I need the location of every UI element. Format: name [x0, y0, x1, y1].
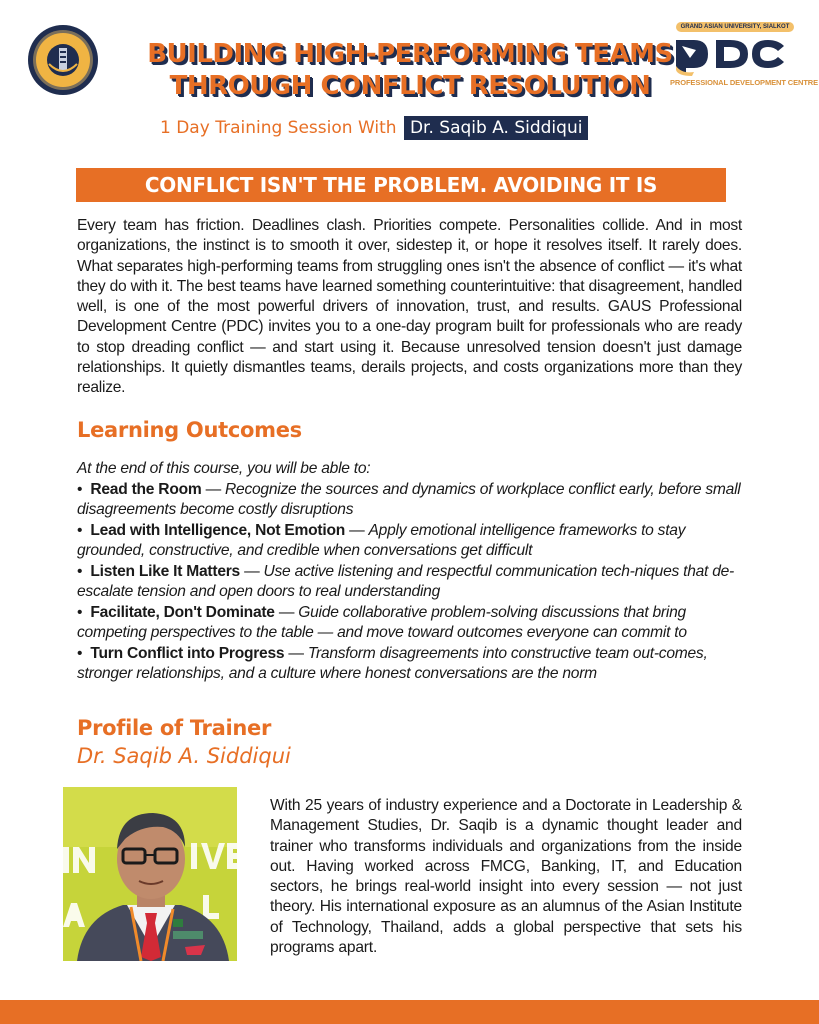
- gaus-seal-logo: [27, 24, 99, 96]
- outcome-desc: Use active listening and respectful communication tech-niques that de-escalate tension and open doors to real understanding: [77, 562, 734, 600]
- trainer-photo: [63, 787, 237, 961]
- learning-outcomes-list: [77, 459, 742, 685]
- outcome-desc: Guide collaborative problem-solving discussions that bring competing perspectives to the table — and move toward outcomes everyone can commit to: [77, 603, 687, 641]
- outcome-item: • Read the Room — Recognize the sources and dynamics of workplace conflict early, before small disagreements become costly disruptions: [77, 480, 741, 518]
- footer-bar: [0, 1000, 819, 1024]
- outcomes-lead: At the end of this course, you will be able to:: [77, 460, 371, 477]
- outcome-desc: Apply emotional intelligence frameworks to stay grounded, constructive, and credible when conversations get difficult: [77, 521, 686, 559]
- pdc-logo-bottom-text: PROFESSIONAL DEVELOPMENT CENTRE: [670, 78, 819, 87]
- outcome-title: Facilitate, Don't Dominate: [90, 603, 275, 621]
- outcome-item: • Listen Like It Matters — Use active listening and respectful communication tech-niques that de-escalate tension and open doors to real understanding: [77, 562, 734, 600]
- outcome-title: Turn Conflict into Progress: [90, 644, 285, 662]
- outcome-item: • Lead with Intelligence, Not Emotion — Apply emotional intelligence frameworks to stay grounded, constructive, and credible when conversations get difficult: [77, 521, 686, 559]
- outcome-title: Listen Like It Matters: [90, 562, 240, 580]
- subtitle-prefix: 1 Day Training Session With: [160, 118, 397, 138]
- headline-banner: CONFLICT ISN'T THE PROBLEM. AVOIDING IT IS: [76, 168, 726, 202]
- pdc-logo: [668, 20, 819, 92]
- trainer-portrait-icon: [63, 787, 237, 961]
- title-line-1: BUILDING HIGH-PERFORMING TEAMS: [147, 39, 673, 69]
- trainer-profile-heading: Profile of Trainer: [77, 716, 272, 740]
- title-line-2: THROUGH CONFLICT RESOLUTION: [169, 71, 651, 101]
- trainer-name: Dr. Saqib A. Siddiqui: [77, 744, 291, 768]
- intro-paragraph: Every team has friction. Deadlines clash. Priorities compete. Personalities collide. And in most organizations, the instinct is to smooth it over, sidestep it, or hope it resolves itself. It rarely does. What separates high-performing teams from struggling ones isn't the absence of conflict — it's what they do with it. The best teams have learned something counterintuitive: that disagreement, handled well, is one of the most powerful drivers of innovation, trust, and results. GAUS Professional Development Centre (PDC) invites you to a one-day program built for professionals who are ready to stop dreading conflict — and start using it. Because unresolved tension doesn't just damage relationships. It quietly dismantles teams, derails projects, and costs organizations more than they realize.: [77, 217, 742, 397]
- learning-outcomes-heading: Learning Outcomes: [77, 418, 302, 442]
- outcome-item: • Facilitate, Don't Dominate — Guide collaborative problem-solving discussions that bring competing perspectives to the table — and move toward outcomes everyone can commit to: [77, 603, 687, 641]
- outcome-title: Lead with Intelligence, Not Emotion: [90, 521, 345, 539]
- outcome-desc: Transform disagreements into constructive team out-comes, stronger relationships, and a culture where honest conversations are the norm: [77, 644, 708, 682]
- subtitle: [160, 116, 588, 140]
- outcome-title: Read the Room: [90, 480, 202, 498]
- seal-emblem-icon: [27, 24, 99, 96]
- pdc-letters-icon: [672, 32, 788, 76]
- trainer-bio: With 25 years of industry experience and a Doctorate in Leadership & Management Studies, Dr. Saqib is a dynamic thought leader and trainer who transforms individuals and organizations from the inside out. Having worked across FMCG, Banking, IT, and Education sectors, he brings real-world insight into every session — not just theory. His international exposure as an alumnus of the Asian Institute of Technology, Thailand, adds a global perspective that sets his programs apart.: [270, 797, 742, 957]
- subtitle-trainer-name: Dr. Saqib A. Siddiqui: [404, 116, 589, 140]
- page-title: [135, 38, 685, 102]
- outcome-item: • Turn Conflict into Progress — Transform disagreements into constructive team out-comes, stronger relationships, and a culture where honest conversations are the norm: [77, 644, 708, 682]
- outcome-desc: Recognize the sources and dynamics of workplace conflict early, before small disagreements become costly disruptions: [77, 480, 741, 518]
- pdc-logo-top-text: GRAND ASIAN UNIVERSITY, SIALKOT: [676, 22, 794, 32]
